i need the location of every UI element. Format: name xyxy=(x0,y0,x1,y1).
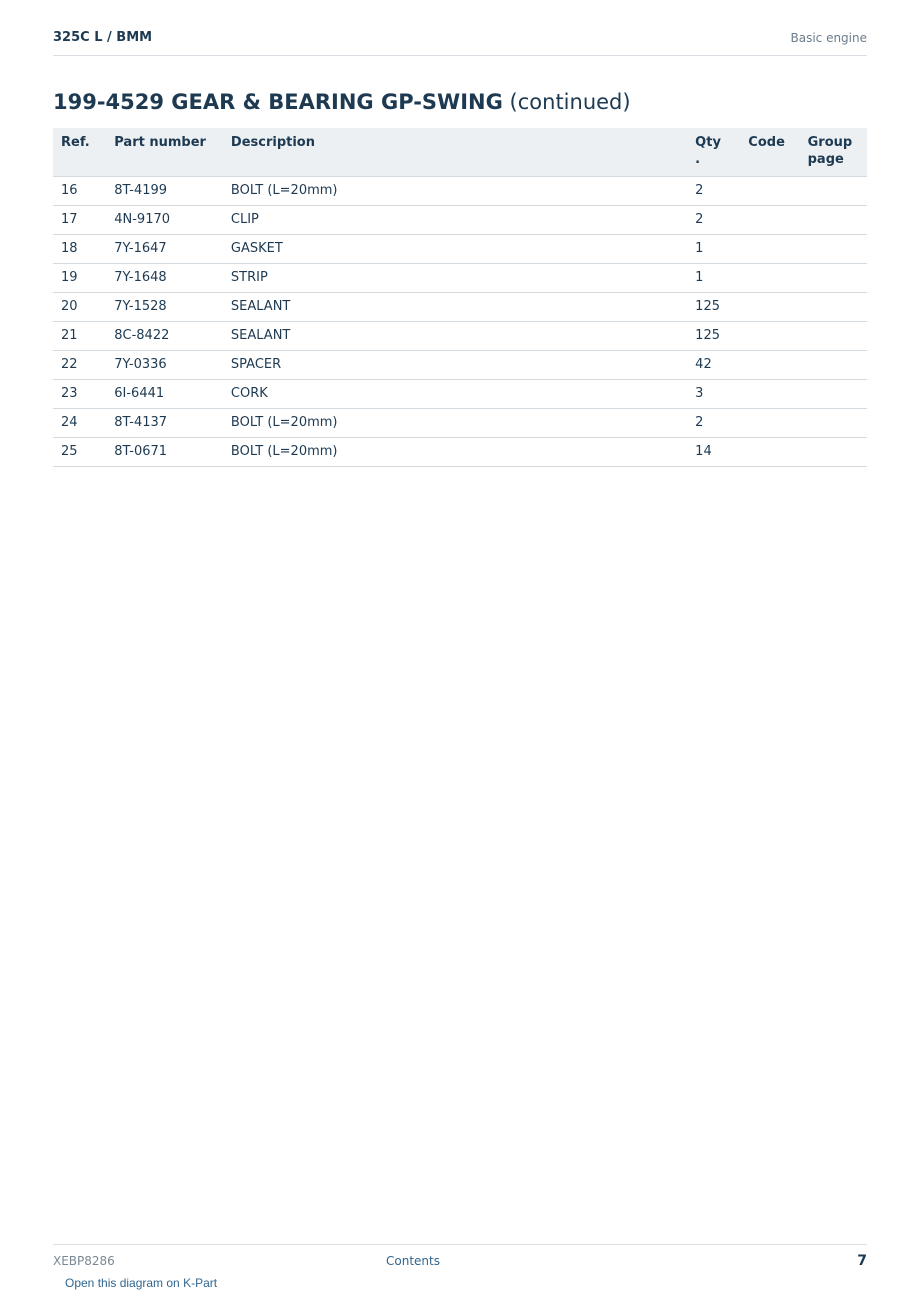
continued-label: (continued) xyxy=(509,90,631,114)
cell-description: CORK xyxy=(223,380,687,409)
cell-code xyxy=(740,351,799,380)
table-row xyxy=(53,322,867,351)
cell-ref: 25 xyxy=(53,438,106,467)
cell-description: SEALANT xyxy=(223,322,687,351)
table-row xyxy=(53,438,867,467)
table-row xyxy=(53,293,867,322)
cell-qty: 125 xyxy=(687,322,740,351)
cell-ref: 17 xyxy=(53,206,106,235)
cell-qty: 1 xyxy=(687,264,740,293)
cell-group-page xyxy=(800,380,867,409)
cell-qty: 42 xyxy=(687,351,740,380)
cell-group-page xyxy=(800,322,867,351)
table-row xyxy=(53,380,867,409)
table-row xyxy=(53,409,867,438)
cell-description: BOLT (L=20mm) xyxy=(223,409,687,438)
cell-group-page xyxy=(800,206,867,235)
page-header xyxy=(53,28,867,56)
cell-qty: 2 xyxy=(687,206,740,235)
cell-ref: 22 xyxy=(53,351,106,380)
open-k-part-link[interactable]: Open this diagram on K-Part xyxy=(65,1276,218,1290)
parts-table xyxy=(53,128,867,467)
cell-group-page xyxy=(800,351,867,380)
table-row xyxy=(53,235,867,264)
cell-group-page xyxy=(800,264,867,293)
cell-part-number: 7Y-1648 xyxy=(106,264,223,293)
cell-description: SPACER xyxy=(223,351,687,380)
cell-code xyxy=(740,409,799,438)
table-row xyxy=(53,177,867,206)
col-header-group-page: Group page xyxy=(800,128,867,177)
col-header-code: Code xyxy=(740,128,799,177)
cell-qty: 2 xyxy=(687,177,740,206)
cell-part-number: 8T-4199 xyxy=(106,177,223,206)
cell-ref: 24 xyxy=(53,409,106,438)
cell-code xyxy=(740,264,799,293)
cell-description: BOLT (L=20mm) xyxy=(223,438,687,467)
cell-ref: 20 xyxy=(53,293,106,322)
model-label: 325C L / BMM xyxy=(53,30,153,45)
cell-qty: 2 xyxy=(687,409,740,438)
page-number: 7 xyxy=(857,1253,867,1269)
cell-group-page xyxy=(800,235,867,264)
cell-description: SEALANT xyxy=(223,293,687,322)
cell-group-page xyxy=(800,177,867,206)
section-label: Basic engine xyxy=(790,31,867,45)
page-title xyxy=(53,90,631,114)
cell-code xyxy=(740,235,799,264)
table-row xyxy=(53,264,867,293)
cell-description: BOLT (L=20mm) xyxy=(223,177,687,206)
cell-qty: 1 xyxy=(687,235,740,264)
cell-ref: 21 xyxy=(53,322,106,351)
cell-part-number: 7Y-1647 xyxy=(106,235,223,264)
cell-ref: 19 xyxy=(53,264,106,293)
group-title: 199-4529 GEAR & BEARING GP-SWING xyxy=(53,90,503,114)
cell-part-number: 7Y-1528 xyxy=(106,293,223,322)
cell-group-page xyxy=(800,438,867,467)
cell-part-number: 8T-4137 xyxy=(106,409,223,438)
cell-part-number: 8C-8422 xyxy=(106,322,223,351)
cell-part-number: 6I-6441 xyxy=(106,380,223,409)
cell-qty: 3 xyxy=(687,380,740,409)
cell-group-page xyxy=(800,409,867,438)
contents-link[interactable]: Contents xyxy=(386,1254,440,1268)
cell-code xyxy=(740,438,799,467)
cell-group-page xyxy=(800,293,867,322)
cell-code xyxy=(740,177,799,206)
cell-part-number: 8T-0671 xyxy=(106,438,223,467)
cell-code xyxy=(740,380,799,409)
col-header-part-number: Part number xyxy=(106,128,223,177)
cell-ref: 16 xyxy=(53,177,106,206)
cell-code xyxy=(740,293,799,322)
table-header-row xyxy=(53,128,867,177)
cell-description: STRIP xyxy=(223,264,687,293)
cell-description: CLIP xyxy=(223,206,687,235)
col-header-description: Description xyxy=(223,128,687,177)
table-row xyxy=(53,206,867,235)
cell-ref: 23 xyxy=(53,380,106,409)
cell-qty: 125 xyxy=(687,293,740,322)
col-header-ref: Ref. xyxy=(53,128,106,177)
cell-ref: 18 xyxy=(53,235,106,264)
cell-part-number: 4N-9170 xyxy=(106,206,223,235)
page-footer xyxy=(53,1244,867,1275)
cell-qty: 14 xyxy=(687,438,740,467)
cell-code xyxy=(740,322,799,351)
cell-part-number: 7Y-0336 xyxy=(106,351,223,380)
cell-description: GASKET xyxy=(223,235,687,264)
col-header-qty: Qty . xyxy=(687,128,740,177)
cell-code xyxy=(740,206,799,235)
table-row xyxy=(53,351,867,380)
document-id: XEBP8286 xyxy=(53,1254,115,1268)
